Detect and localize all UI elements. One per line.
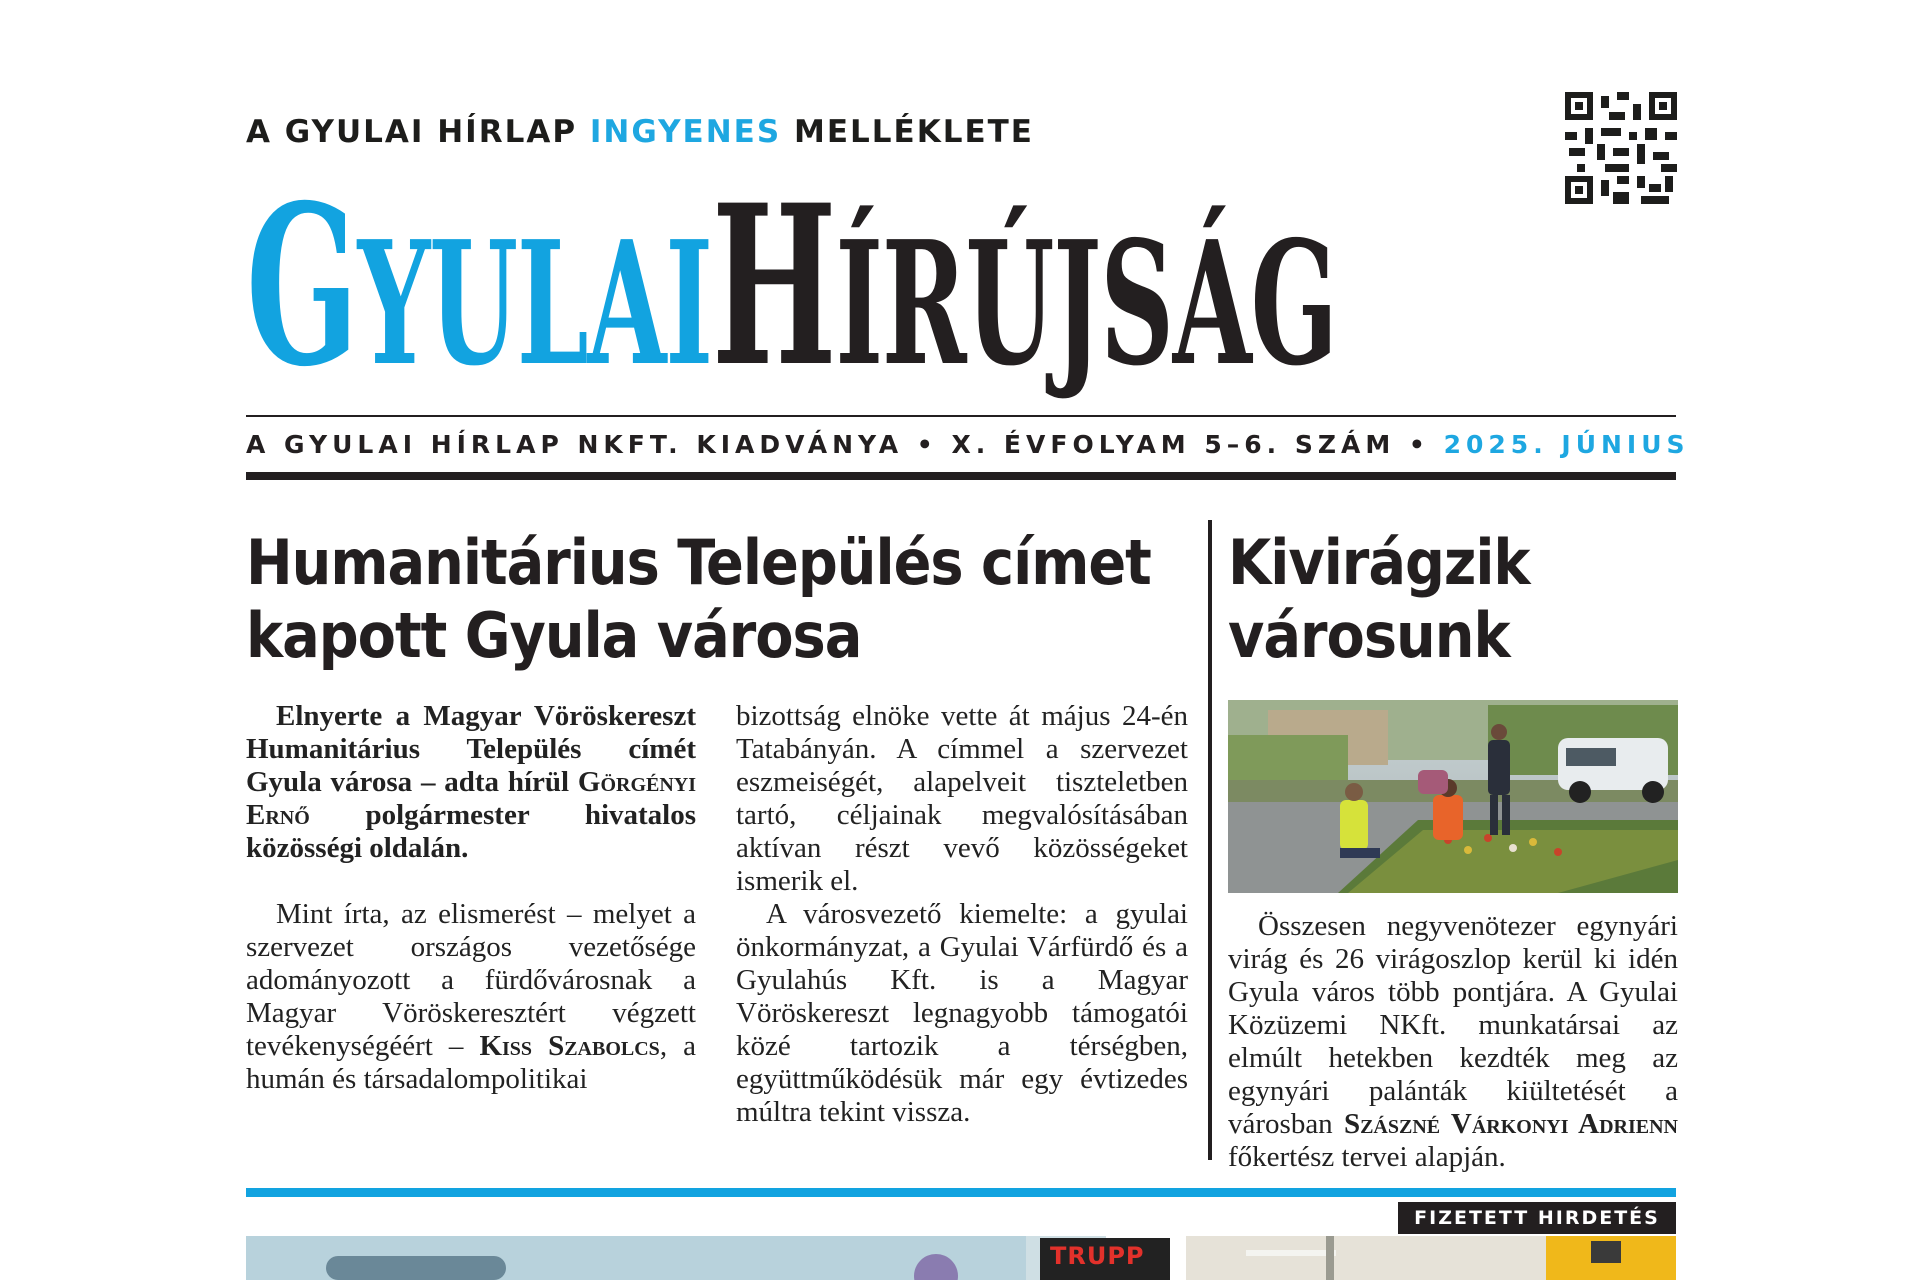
masthead-logo (246, 156, 1676, 416)
side-text-a: Összesen negyvenötezer egynyári virág és 26 virágoszlop kerül ki idén Gyula város több pontjára. A Gyulai Közüzemi NKft. munkatársai az elmúlt hetekben kezdték meg az egynyári palánták kiültetését a városban (1228, 910, 1678, 1140)
flower-planting-photo (1228, 700, 1678, 893)
body-person-name: Kiss Szabolcs (479, 1030, 660, 1062)
col2-paragraph-2: A városvezető kiemelte: a gyulai önkormányzat, a Gyulai Várfürdő és a Gyulahús Kft. is a Magyar Vöröskereszt legnagyobb támogatói közé tartozik a térségben, együttműködésük már egy évtizedes múltra tekint vissza. (736, 898, 1188, 1128)
body-text-a: Mint írta, az elismerést – melyet a szervezet országos vezetősége adományozott a fürdővárosnak a Magyar Vöröskeresztért végzett tevékenységéért – (246, 898, 696, 1062)
side-person-name: Szászné Várkonyi Adrienn (1343, 1108, 1678, 1140)
side-article-paragraph (1228, 910, 1678, 1174)
masthead-thin-rule (246, 415, 1676, 417)
bottom-accent-rule (246, 1188, 1676, 1197)
issue-date: 2025. JÚNIUS (1443, 430, 1690, 459)
masthead-thick-rule (246, 472, 1676, 480)
lead-text-a: Elnyerte a Magyar Vöröskereszt Humanitárius Település címét Gyula városa – adta hírül (246, 700, 696, 798)
col2-paragraph-1: bizottság elnöke vette át május 24-én Tatabányán. A címmel a szervezet eszmeiségét, alapelveit tiszteletben tartó, céljainak megvalósításában aktívan részt vevő közösségeket ismerik el. (736, 700, 1188, 897)
issue-info-line (246, 430, 1690, 459)
lead-text-b: polgármester hivatalos közösségi oldalán. (246, 799, 697, 864)
side-article-body (1228, 910, 1678, 1174)
advertisement-strip[interactable] (246, 1236, 1676, 1280)
ad-sign-text: TRUPP (1050, 1242, 1145, 1270)
main-article-lead (246, 700, 696, 865)
lead-person-name: Görgényi Ernő (246, 766, 697, 831)
logo-second-rest: ÍRÚJSÁG (835, 204, 1337, 404)
side-article-headline[interactable]: Kivirágzik városunk (1228, 526, 1530, 673)
supplement-highlight: INGYENES (589, 114, 782, 150)
main-article-headline[interactable]: Humanitárius Település címet kapott Gyula városa (246, 526, 1151, 673)
paid-ad-label: FIZETETT HIRDETÉS (1398, 1202, 1676, 1234)
supplement-post: MELLÉKLETE (793, 114, 1034, 150)
supplement-pre: A GYULAI HÍRLAP (246, 114, 578, 150)
logo-first-initial: G (246, 156, 358, 415)
issue-info: A GYULAI HÍRLAP NKFT. KIADVÁNYA • X. ÉVFOLYAM 5–6. SZÁM • (246, 430, 1430, 459)
logo-second-initial: H (711, 156, 836, 415)
body-text-b: , a humán és társadalompolitikai (246, 1030, 697, 1095)
column-divider (1208, 520, 1212, 1160)
main-article-column-1 (246, 700, 696, 1096)
supplement-tagline (246, 114, 1034, 150)
side-text-b: főkertész tervei alapján. (1228, 1141, 1506, 1173)
main-article-column-2 (736, 700, 1188, 1129)
main-article-body (246, 898, 696, 1096)
logo-first-rest: YULAI (357, 204, 712, 404)
